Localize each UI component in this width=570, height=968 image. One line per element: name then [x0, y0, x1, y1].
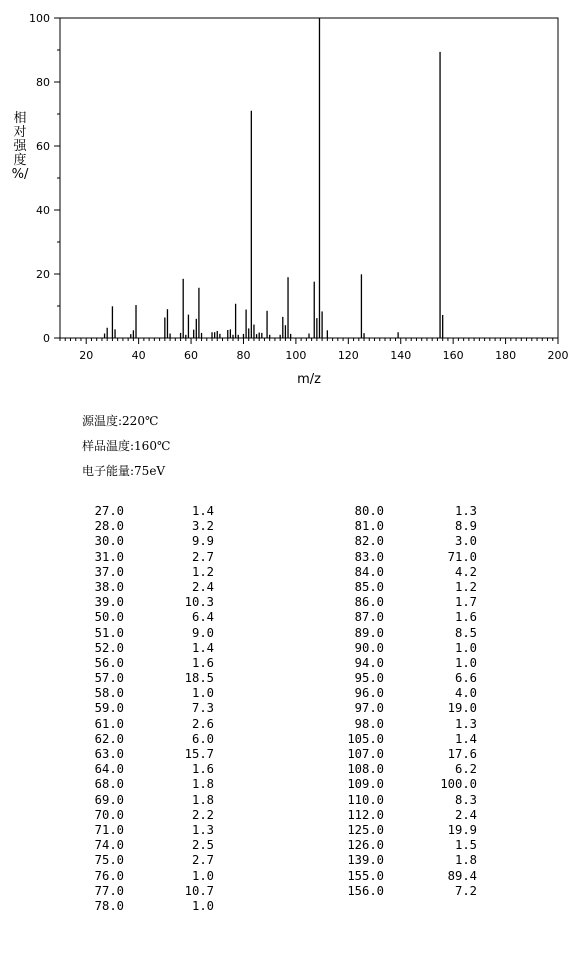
peak-row — [0, 823, 500, 838]
peak-mz: 90.0 — [354, 640, 384, 655]
peak-intensity: 6.6 — [454, 671, 477, 686]
peak-mz: 84.0 — [354, 564, 384, 579]
peak-intensity: 1.3 — [454, 504, 477, 518]
peak-intensity: 8.3 — [454, 792, 477, 807]
peak-mz: 95.0 — [354, 671, 384, 686]
peak-intensity: 2.4 — [191, 579, 214, 594]
peak-row — [0, 519, 500, 534]
peak-row — [0, 686, 500, 701]
peak-intensity: 1.2 — [191, 564, 214, 579]
peak-intensity: 1.2 — [454, 579, 477, 594]
y-tick-label: 100 — [29, 12, 50, 25]
peak-mz: 37.0 — [94, 564, 124, 579]
peak-intensity: 7.2 — [454, 883, 477, 898]
sample-temperature: 样品温度:160℃ — [82, 439, 171, 453]
peak-mz: 107.0 — [347, 747, 384, 761]
peak-row — [0, 838, 500, 853]
peak-mz: 86.0 — [354, 595, 384, 610]
x-tick-label: 20 — [79, 349, 94, 362]
peak-mz: 75.0 — [94, 853, 124, 868]
electron-energy: 电子能量:75eV — [82, 464, 166, 478]
peak-row — [0, 550, 500, 565]
peak-mz: 51.0 — [94, 625, 124, 640]
peak-intensity: 1.8 — [454, 853, 477, 868]
peak-row — [0, 884, 500, 899]
y-axis-title-char: 相 — [13, 111, 27, 126]
peak-row — [0, 610, 500, 625]
peak-mz: 59.0 — [94, 701, 124, 716]
y-tick-label: 40 — [36, 204, 50, 217]
peak-intensity: 9.9 — [191, 534, 214, 549]
peak-mz: 76.0 — [94, 868, 124, 883]
peak-intensity: 1.0 — [191, 898, 214, 913]
x-tick-label: 80 — [236, 349, 251, 362]
peak-row — [0, 853, 500, 868]
peak-intensity: 1.3 — [191, 822, 214, 837]
peak-mz: 71.0 — [94, 822, 124, 837]
peak-intensity: 2.6 — [191, 716, 214, 731]
peak-intensity: 4.2 — [454, 564, 477, 579]
peak-intensity: 8.5 — [454, 625, 477, 640]
peak-mz: 155.0 — [347, 868, 384, 883]
peak-intensity: 6.4 — [191, 610, 214, 625]
peak-intensity: 4.0 — [454, 686, 477, 701]
y-axis-title-char: %/ — [11, 167, 29, 182]
y-axis-title-char: 度 — [13, 153, 27, 168]
peak-mz: 50.0 — [94, 610, 124, 625]
peak-mz: 126.0 — [347, 838, 384, 853]
x-tick-label: 40 — [131, 349, 146, 362]
y-tick-label: 20 — [36, 268, 50, 281]
peak-mz: 112.0 — [347, 807, 384, 822]
peak-intensity: 100.0 — [440, 777, 477, 792]
peak-intensity: 17.6 — [447, 747, 477, 761]
peak-mz: 97.0 — [354, 701, 384, 716]
peak-intensity: 2.7 — [191, 549, 214, 564]
peak-row — [0, 534, 500, 549]
x-tick-label: 100 — [285, 349, 307, 362]
peak-table-right — [0, 504, 500, 899]
peak-row — [0, 656, 500, 671]
x-tick-label: 160 — [442, 349, 464, 362]
peak-mz: 96.0 — [354, 686, 384, 701]
peak-row — [0, 869, 500, 884]
peak-intensity: 8.9 — [454, 519, 477, 534]
peak-mz: 78.0 — [94, 898, 124, 913]
peak-intensity: 6.0 — [191, 731, 214, 746]
y-tick-label: 60 — [36, 140, 50, 153]
peak-mz: 56.0 — [94, 655, 124, 670]
source-temperature: 源温度:220℃ — [82, 414, 159, 428]
peak-row — [0, 595, 500, 610]
y-tick-label: 80 — [36, 76, 50, 89]
peak-intensity: 89.4 — [447, 868, 477, 883]
peak-mz: 64.0 — [94, 762, 124, 777]
peak-mz: 68.0 — [94, 777, 124, 792]
x-axis-title: m/z — [297, 372, 321, 387]
peak-row — [0, 762, 500, 777]
peak-intensity: 1.8 — [191, 777, 214, 792]
x-tick-label: 140 — [390, 349, 412, 362]
peak-intensity: 1.3 — [454, 716, 477, 731]
peak-intensity: 1.7 — [454, 595, 477, 610]
peak-mz: 63.0 — [94, 747, 124, 761]
peak-mz: 82.0 — [354, 534, 384, 549]
peak-row — [0, 671, 500, 686]
peak-mz: 70.0 — [94, 807, 124, 822]
peak-row — [0, 899, 230, 914]
peak-mz: 98.0 — [354, 716, 384, 731]
x-tick-label: 200 — [547, 349, 569, 362]
peak-mz: 61.0 — [94, 716, 124, 731]
peak-row — [0, 777, 500, 792]
peak-mz: 85.0 — [354, 579, 384, 594]
peak-mz: 83.0 — [354, 549, 384, 564]
peak-intensity: 1.0 — [191, 686, 214, 701]
peak-row — [0, 793, 500, 808]
peak-intensity: 2.2 — [191, 807, 214, 822]
peak-mz: 156.0 — [347, 883, 384, 898]
peak-mz: 58.0 — [94, 686, 124, 701]
peak-intensity: 6.2 — [454, 762, 477, 777]
peak-intensity: 1.8 — [191, 792, 214, 807]
peak-intensity: 1.4 — [191, 504, 214, 518]
peak-intensity: 19.9 — [447, 822, 477, 837]
peak-mz: 89.0 — [354, 625, 384, 640]
peak-mz: 94.0 — [354, 655, 384, 670]
peak-mz: 57.0 — [94, 671, 124, 686]
peak-mz: 62.0 — [94, 731, 124, 746]
peak-row — [0, 504, 500, 519]
peak-intensity: 7.3 — [191, 701, 214, 716]
peak-intensity: 18.5 — [184, 671, 214, 686]
peak-mz: 80.0 — [354, 504, 384, 518]
peak-intensity: 1.0 — [454, 640, 477, 655]
peak-intensity: 1.4 — [191, 640, 214, 655]
peak-intensity: 3.2 — [191, 519, 214, 534]
peak-row — [0, 808, 500, 823]
peak-mz: 110.0 — [347, 792, 384, 807]
x-tick-label: 180 — [495, 349, 517, 362]
peak-row — [0, 701, 500, 716]
peak-mz: 38.0 — [94, 579, 124, 594]
peak-intensity: 1.4 — [454, 731, 477, 746]
peak-intensity: 15.7 — [184, 747, 214, 761]
peak-intensity: 3.0 — [454, 534, 477, 549]
peak-intensity: 1.6 — [191, 762, 214, 777]
peak-row — [0, 641, 500, 656]
peak-intensity: 9.0 — [191, 625, 214, 640]
y-tick-label: 0 — [43, 332, 50, 345]
peak-mz: 30.0 — [94, 534, 124, 549]
peak-intensity: 1.5 — [454, 838, 477, 853]
peak-intensity: 19.0 — [447, 701, 477, 716]
peak-intensity: 71.0 — [447, 549, 477, 564]
y-axis-title-char: 对 — [13, 125, 27, 140]
peak-intensity: 10.7 — [184, 883, 214, 898]
x-tick-label: 120 — [337, 349, 359, 362]
peak-mz: 125.0 — [347, 822, 384, 837]
peak-mz: 74.0 — [94, 838, 124, 853]
peak-intensity: 1.0 — [454, 655, 477, 670]
x-tick-label: 60 — [184, 349, 199, 362]
peak-row — [0, 732, 500, 747]
peak-intensity: 1.6 — [191, 655, 214, 670]
peak-row — [0, 565, 500, 580]
peak-intensity: 2.4 — [454, 807, 477, 822]
peak-intensity: 1.0 — [191, 868, 214, 883]
peak-mz: 27.0 — [94, 504, 124, 518]
peak-mz: 108.0 — [347, 762, 384, 777]
peak-mz: 52.0 — [94, 640, 124, 655]
peak-row — [0, 717, 500, 732]
peak-intensity: 2.5 — [191, 838, 214, 853]
peak-mz: 77.0 — [94, 883, 124, 898]
peak-mz: 81.0 — [354, 519, 384, 534]
peak-mz: 31.0 — [94, 549, 124, 564]
peak-mz: 69.0 — [94, 792, 124, 807]
plot-frame — [60, 18, 558, 338]
mass-spectrum-chart — [0, 0, 570, 390]
peak-mz: 39.0 — [94, 595, 124, 610]
peak-row — [0, 580, 500, 595]
peak-intensity: 1.6 — [454, 610, 477, 625]
peak-mz: 87.0 — [354, 610, 384, 625]
peak-mz: 105.0 — [347, 731, 384, 746]
peak-row — [0, 747, 500, 762]
peak-mz: 109.0 — [347, 777, 384, 792]
peak-mz: 28.0 — [94, 519, 124, 534]
peak-row — [0, 626, 500, 641]
peak-intensity: 2.7 — [191, 853, 214, 868]
peak-intensity: 10.3 — [184, 595, 214, 610]
y-axis-title-char: 强 — [13, 139, 27, 154]
peak-mz: 139.0 — [347, 853, 384, 868]
